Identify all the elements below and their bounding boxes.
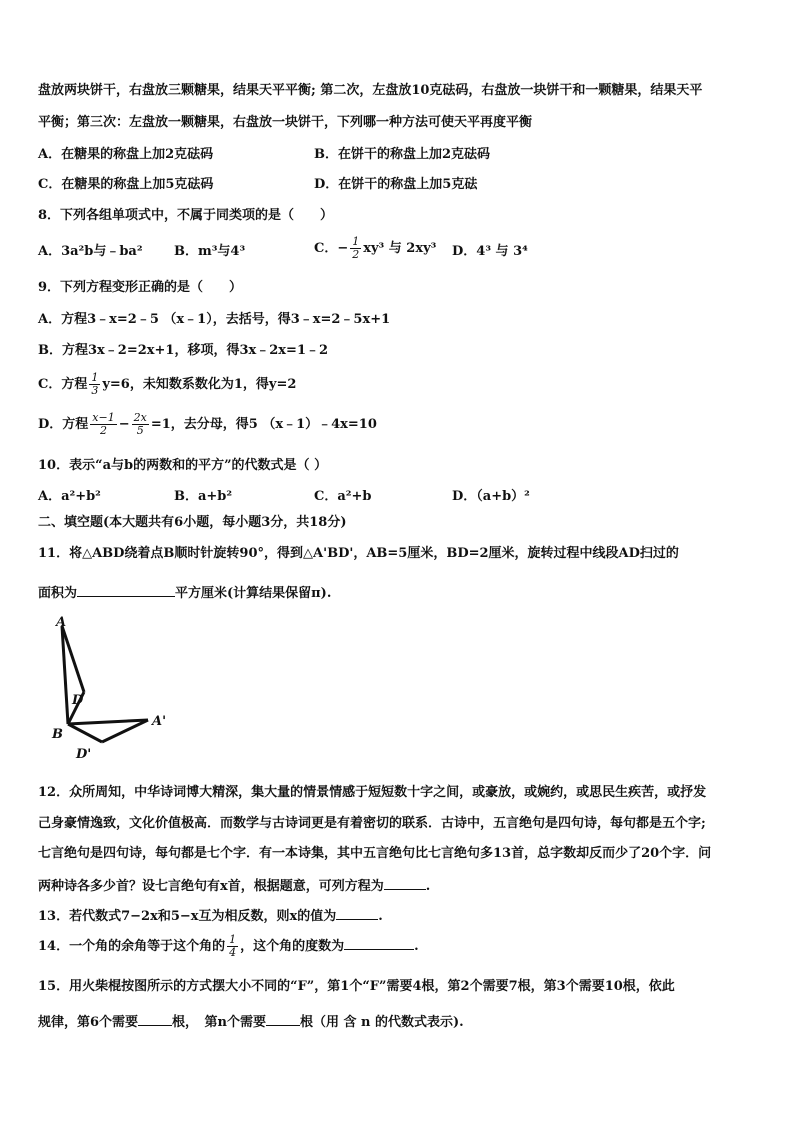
q9-option-d-fraction-2	[132, 412, 149, 437]
q9-stem: 9．下列方程变形正确的是（ ）	[38, 280, 243, 295]
segment-ba-prime	[68, 720, 148, 724]
q13-suffix: .	[378, 909, 383, 924]
q7-option-b: B．在饼干的称盘上加2克砝码	[314, 147, 491, 162]
q12-text-line-3: 七言绝句是四句诗，每句都是七个字．有一本诗集，其中五言绝句比七言绝句多13首，总字数却反而少了20个字．问	[38, 846, 712, 861]
q7-option-a: A．在糖果的称盘上加2克砝码	[38, 147, 214, 162]
q10-option-d: D．（a+b）²	[452, 489, 530, 504]
q9-option-d-numerator-1: x−1	[92, 411, 115, 424]
q15-answer-blank-2[interactable]	[266, 1011, 300, 1026]
q15-answer-blank-1[interactable]	[138, 1011, 172, 1026]
q9-option-d-numerator-2: 2x	[133, 411, 147, 424]
q8-option-c-numerator: 1	[352, 235, 360, 248]
q9-option-c-numerator: 1	[91, 371, 99, 384]
q10-option-c: C．a²+b	[314, 489, 372, 504]
q14-fraction	[227, 934, 238, 959]
q8-stem: 8．下列各组单项式中，不属于同类项的是（ ）	[38, 208, 334, 223]
q9-option-d-suffix: =1，去分母，得5 （x﹣1）﹣4x=10	[150, 417, 377, 432]
q11-line-2-suffix: 平方厘米(计算结果保留π).	[175, 586, 332, 601]
q15-text-line-2	[38, 1011, 464, 1032]
q12-line-4-prefix: 两种诗各多少首？设七言绝句有x首，根据题意，可列方程为	[38, 879, 384, 894]
q9-option-d-fraction-1	[90, 412, 116, 437]
q9-option-d-denominator-1: 2	[99, 424, 107, 437]
q10-option-b: B．a+b²	[174, 489, 233, 504]
q14-suffix: .	[414, 939, 419, 954]
q8-option-c-prefix: C．−	[314, 241, 349, 256]
q13-prefix: 13．若代数式7−2x和5−x互为相反数，则x的值为	[38, 909, 337, 924]
q8-option-d: D．4³ 与 3⁴	[452, 244, 528, 259]
q9-option-c	[38, 372, 296, 397]
section-2-heading: 二、填空题(本大题共有6小题，每小题3分，共18分)	[38, 515, 347, 530]
q12-text-line-1: 12．众所周知，中华诗词博大精深，集大量的情景情感于短短数十字之间，或豪放，或婉约，或思民生疾苦，或抒发	[38, 785, 707, 800]
q9-option-d-prefix: D．方程	[38, 417, 89, 432]
q7-option-c: C．在糖果的称盘上加5克砝码	[38, 177, 214, 192]
q9-option-c-fraction	[89, 372, 100, 397]
q11-text-line-1: 11．将△ABD绕着点B顺时针旋转90°，得到△A'BD'，AB=5厘米，BD=2厘米，旋转过程中线段AD扫过的	[38, 546, 679, 561]
q9-option-c-prefix: C．方程	[38, 377, 88, 392]
q12-text-line-2: 己身豪情逸致，文化价值极高．而数学与古诗词更是有着密切的联系．古诗中，五言绝句是四句诗，每句都是五个字;	[38, 816, 706, 831]
q13-text	[38, 905, 383, 926]
q7-text-line-2: 平衡；第三次：左盘放一颗糖果，右盘放一块饼干，下列哪一种方法可使天平再度平衡	[38, 115, 533, 130]
q11-answer-blank[interactable]	[77, 582, 175, 597]
q10-stem: 10．表示“a与b的两数和的平方”的代数式是（ ）	[38, 458, 328, 473]
q9-option-d	[38, 412, 377, 437]
label-d-prime: D'	[76, 747, 92, 762]
q8-option-b: B．m³与4³	[174, 244, 246, 259]
q8-option-c-fraction	[350, 236, 361, 261]
q9-option-d-minus: −	[118, 417, 130, 432]
q14-numerator: 1	[229, 933, 237, 946]
q12-text-line-4	[38, 875, 430, 896]
label-a: A	[56, 615, 67, 630]
q8-option-a: A．3a²b与﹣ba²	[38, 244, 143, 259]
q12-answer-blank[interactable]	[384, 875, 426, 890]
q9-option-d-denominator-2: 5	[136, 424, 144, 437]
q14-middle: ，这个角的度数为	[240, 939, 345, 954]
q14-prefix: 14．一个角的余角等于这个角的	[38, 939, 226, 954]
q14-denominator: 4	[229, 946, 237, 959]
q13-answer-blank[interactable]	[336, 905, 378, 920]
q9-option-b: B．方程3x﹣2=2x+1，移项，得3x﹣2x=1﹣2	[38, 343, 329, 358]
q15-line-2-part-b: 根， 第n个需要	[172, 1015, 266, 1030]
label-a-prime: A'	[152, 714, 167, 729]
q8-option-c-suffix: xy³ 与 2xy³	[363, 241, 437, 256]
segment-bd-prime	[68, 724, 102, 742]
q10-option-a: A．a²+b²	[38, 489, 101, 504]
q7-option-d: D．在饼干的称盘上加5克砝	[314, 177, 478, 192]
label-b: B	[52, 727, 63, 742]
q15-text-line-1: 15．用火柴棍按图所示的方式摆大小不同的“F”，第1个“F”需要4根，第2个需要7根，第3个需要10根，依此	[38, 979, 675, 994]
q15-line-2-part-c: 根（用 含 n 的代数式表示).	[300, 1015, 464, 1030]
q9-option-c-denominator: 3	[91, 384, 99, 397]
q7-text-line-1: 盘放两块饼干，右盘放三颗糖果，结果天平平衡; 第二次，左盘放10克砝码，右盘放一块饼干和一颗糖果，结果天平	[38, 83, 703, 98]
q11-rotation-figure	[48, 612, 188, 762]
q11-text-line-2	[38, 582, 331, 603]
q12-line-4-suffix: .	[425, 879, 431, 894]
q8-option-c-denominator: 2	[352, 248, 360, 261]
q14-answer-blank[interactable]	[344, 935, 414, 950]
label-d: D	[72, 693, 84, 708]
q15-line-2-part-a: 规律，第6个需要	[38, 1015, 139, 1030]
q8-option-c	[314, 236, 436, 261]
q9-option-a: A．方程3﹣x=2﹣5 （x﹣1），去括号，得3﹣x=2﹣5x+1	[38, 312, 391, 327]
q11-line-2-prefix: 面积为	[38, 586, 78, 601]
q9-option-c-suffix: y=6，未知数系数化为1，得y=2	[102, 377, 297, 392]
q14-text	[38, 934, 419, 959]
